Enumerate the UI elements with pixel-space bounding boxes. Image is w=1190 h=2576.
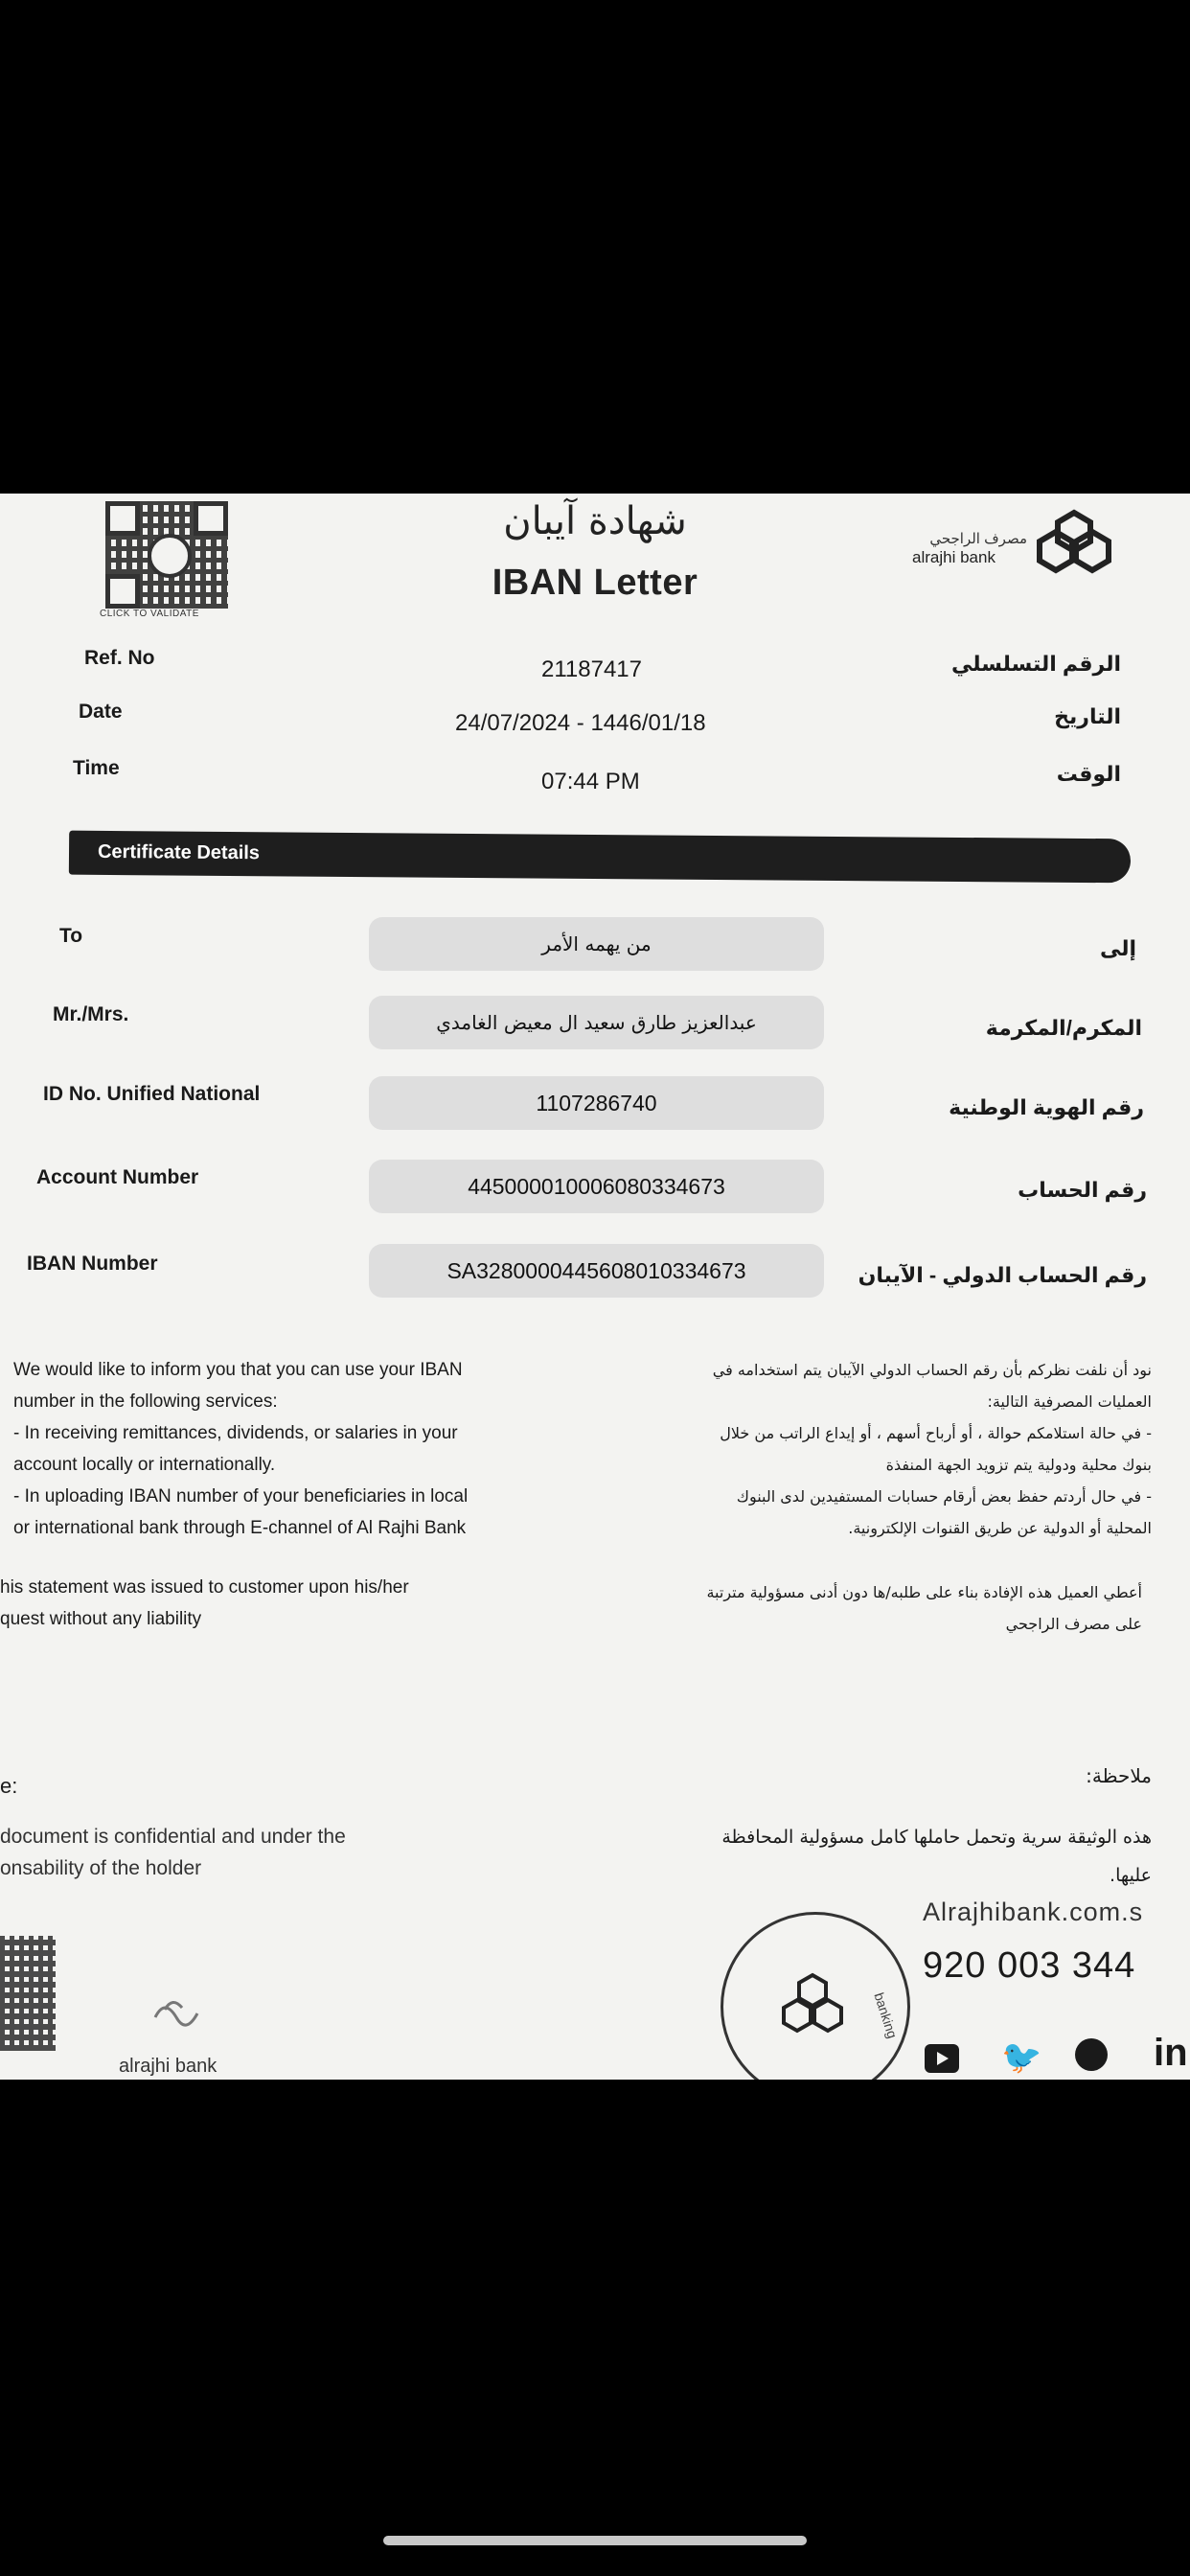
field-label-name-arabic: المكرم/المكرمة — [985, 1016, 1142, 1040]
field-label-account: Account Number — [36, 1166, 199, 1188]
info-line-arabic: - في حال أردتم حفظ بعض أرقام حسابات المستفيدين لدى البنوك — [736, 1487, 1152, 1506]
play-glyph — [937, 2052, 949, 2065]
info-line: - In receiving remittances, dividends, or salaries in your — [13, 1423, 458, 1443]
field-label-id: ID No. Unified National — [43, 1083, 261, 1105]
info-english — [13, 1354, 550, 1544]
info-line: or international bank through E-channel of Al Rajhi Bank — [13, 1518, 467, 1538]
field-label-name: Mr./Mrs. — [53, 1003, 129, 1025]
home-indicator[interactable] — [383, 2536, 807, 2545]
date-label: Date — [79, 701, 123, 723]
alrajhi-logo-icon — [1035, 509, 1113, 574]
info-line-arabic: - في حالة استلامكم حوالة ، أو أرباح أسهم ، أو إيداع الراتب من خلال — [720, 1424, 1152, 1442]
note-label: e: — [0, 1774, 18, 1798]
linkedin-icon[interactable]: in — [1154, 2032, 1188, 2074]
twitter-icon[interactable]: 🐦 — [1001, 2039, 1042, 2076]
info-line-arabic: نود أن نلفت نظركم بأن رقم الحساب الدولي الآيبان يتم استخدامه في — [712, 1361, 1152, 1379]
info-line: account locally or internationally. — [13, 1455, 276, 1475]
date-value: 24/07/2024 - 1446/01/18 — [455, 710, 706, 736]
bank-name-arabic: مصرف الراجحي — [929, 531, 1027, 547]
field-label-iban-arabic: رقم الحساب الدولي - الآيبان — [858, 1263, 1147, 1287]
seal-logo-icon — [778, 1969, 847, 2038]
field-value-account: 445000010006080334673 — [369, 1160, 824, 1213]
statement-arabic — [567, 1576, 1142, 1640]
info-arabic — [615, 1354, 1152, 1544]
seal-text: banking — [871, 1990, 901, 2040]
field-label-id-arabic: رقم الهوية الوطنية — [949, 1095, 1144, 1119]
note-english — [0, 1821, 537, 1884]
time-label-arabic: الوقت — [1056, 762, 1121, 786]
bank-phone[interactable]: 920 003 344 — [923, 1945, 1136, 1986]
field-label-to: To — [59, 925, 83, 947]
whatsapp-icon[interactable] — [1075, 2038, 1108, 2071]
ref-label: Ref. No — [84, 647, 155, 669]
info-line: We would like to inform you that you can use your IBAN — [13, 1360, 463, 1380]
field-value-name: عبدالعزيز طارق سعيد ال معيض الغامدي — [369, 996, 824, 1049]
info-line: number in the following services: — [13, 1392, 278, 1412]
title-arabic: شهادة آيبان — [503, 499, 687, 543]
date-label-arabic: التاريخ — [1054, 704, 1121, 728]
info-line-arabic: بنوك محلية ودولية يتم تزويد الجهة المنفذة — [885, 1456, 1152, 1474]
field-value-id: 1107286740 — [369, 1076, 824, 1130]
qr-caption: CLICK TO VALIDATE — [100, 609, 199, 619]
statement-line-arabic: أعطي العميل هذه الإفادة بناء على طلبه/ها دون أدنى مسؤولية مترتبة — [706, 1583, 1142, 1601]
iban-letter-document — [0, 494, 1190, 2080]
field-label-account-arabic: رقم الحساب — [1018, 1178, 1147, 1202]
field-value-to: من يهمه الأمر — [369, 917, 824, 971]
statement-line: quest without any liability — [0, 1609, 202, 1629]
section-header-bar — [69, 831, 1131, 884]
time-value: 07:44 PM — [541, 769, 640, 794]
ref-value: 21187417 — [541, 656, 642, 682]
info-line-arabic: المحلية أو الدولية عن طريق القنوات الإلكترونية. — [848, 1519, 1152, 1537]
footer-bank-name: alrajhi bank — [119, 2056, 217, 2077]
time-label: Time — [73, 757, 120, 779]
note-line-arabic: عليها. — [1110, 1865, 1152, 1886]
youtube-icon[interactable] — [925, 2044, 959, 2073]
footer-qr-code — [0, 1936, 56, 2051]
statement-line: his statement was issued to customer upon his/her — [0, 1577, 409, 1598]
title-english: IBAN Letter — [492, 563, 698, 603]
section-title: Certificate Details — [97, 840, 261, 864]
note-line: document is confidential and under the — [0, 1826, 346, 1848]
note-label-arabic: ملاحظة: — [1086, 1764, 1152, 1787]
note-arabic — [577, 1818, 1152, 1895]
statement-line-arabic: على مصرف الراجحي — [1005, 1615, 1142, 1633]
info-line: - In uploading IBAN number of your beneficiaries in local — [13, 1486, 469, 1506]
note-line-arabic: هذه الوثيقة سرية وتحمل حاملها كامل مسؤولية المحافظة — [721, 1827, 1152, 1848]
footer-logo-icon — [146, 1989, 203, 2035]
note-line: onsability of the holder — [0, 1857, 202, 1879]
bank-website[interactable]: Alrajhibank.com.s — [923, 1898, 1144, 1926]
bank-name-english: alrajhi bank — [912, 548, 995, 566]
field-label-iban: IBAN Number — [27, 1253, 158, 1275]
ref-label-arabic: الرقم التسلسلي — [950, 652, 1121, 676]
info-line-arabic: العمليات المصرفية التالية: — [987, 1392, 1152, 1411]
field-value-iban: SA3280000445608010334673 — [369, 1244, 824, 1298]
field-label-to-arabic: إلى — [1099, 936, 1136, 960]
statement-english — [0, 1572, 537, 1635]
